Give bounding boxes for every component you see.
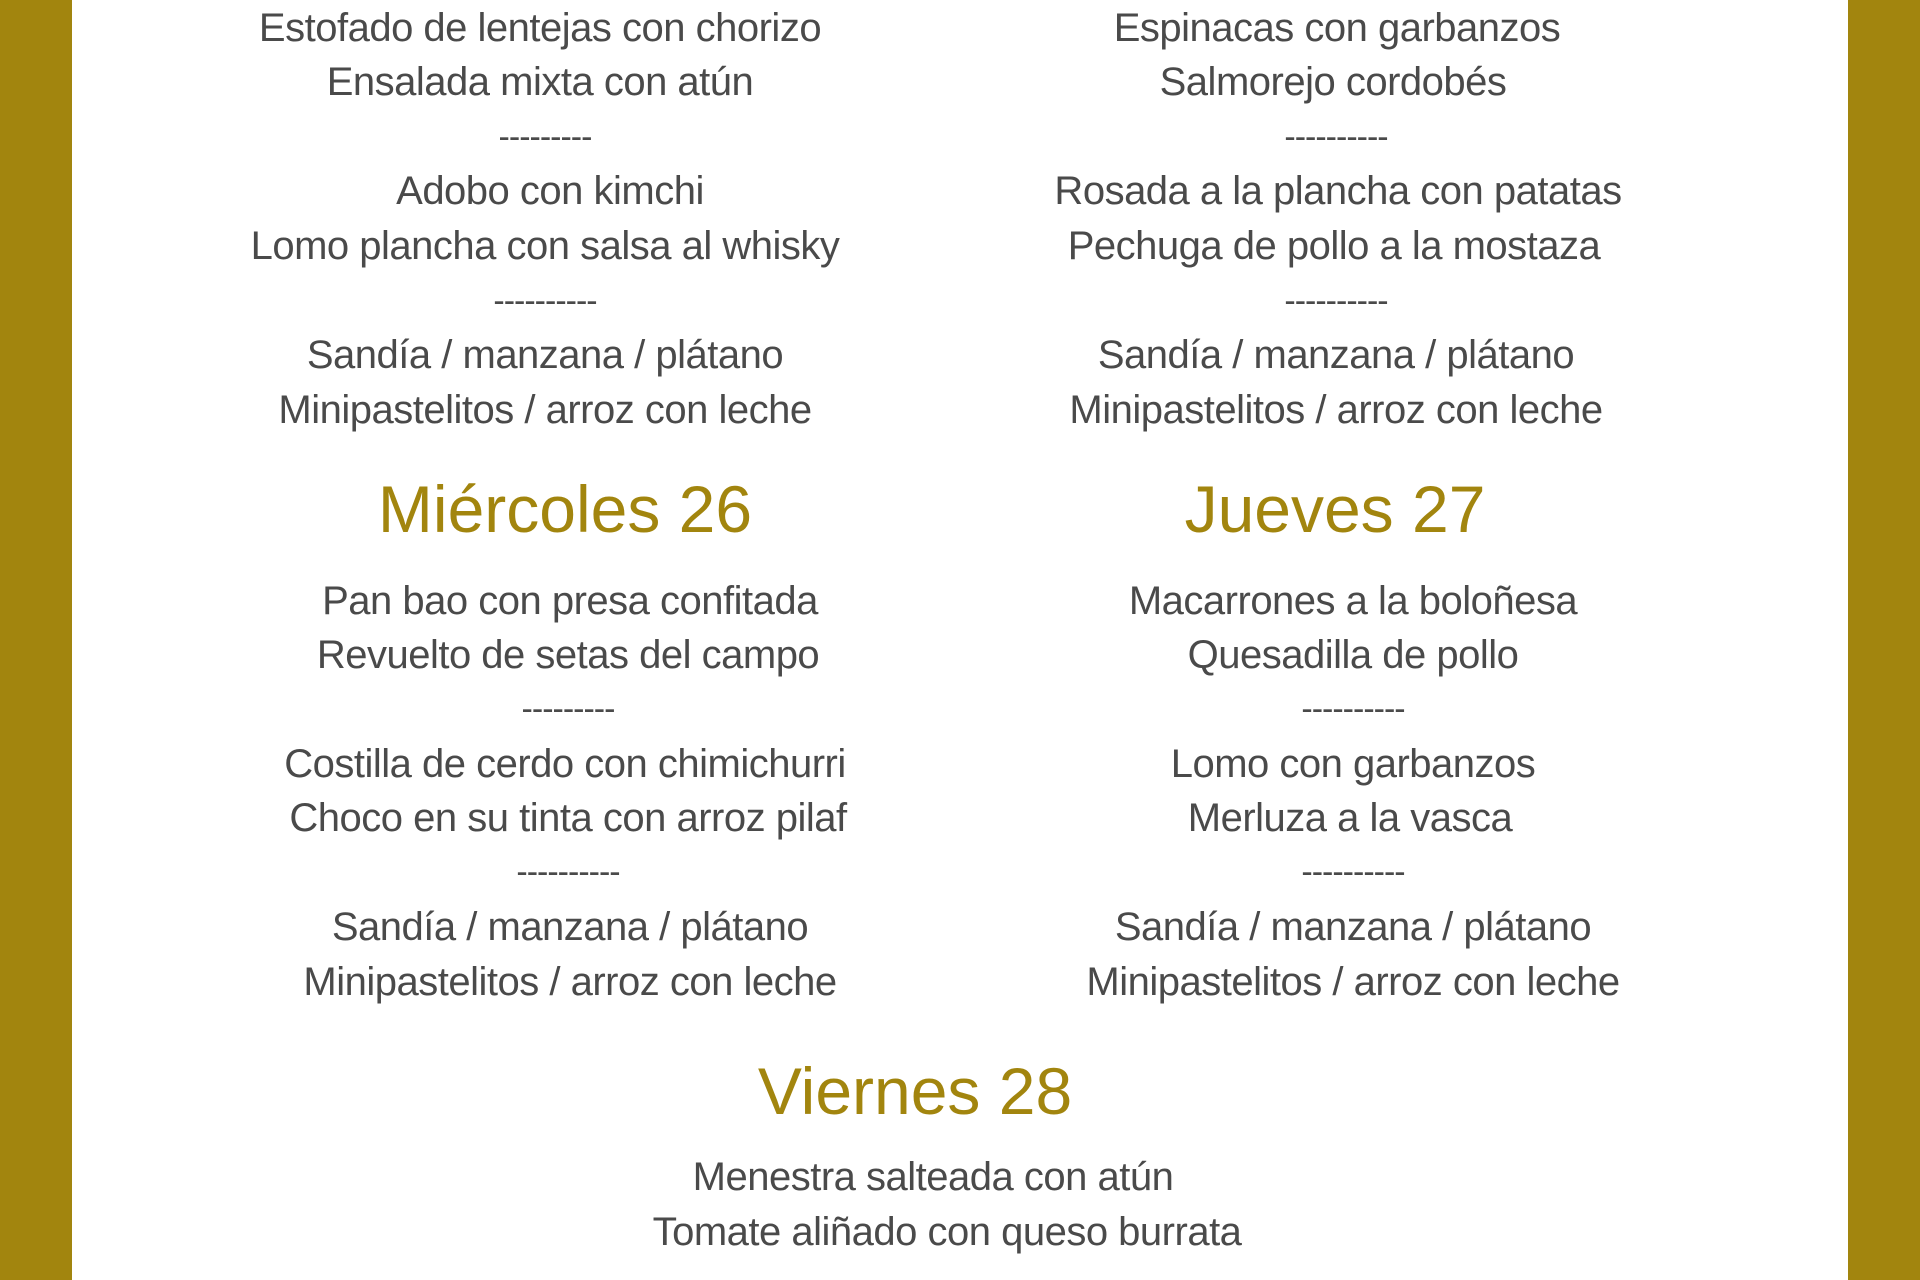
menu-item: Sandía / manzana / plátano [1097, 333, 1575, 377]
menu-item: Pechuga de pollo a la mostaza [1067, 224, 1601, 268]
day-title-friday: Viernes 28 [757, 1054, 1073, 1128]
separator: ---------- [493, 282, 597, 320]
left-gold-border [0, 0, 72, 1280]
right-gold-border [1848, 0, 1920, 1280]
menu-item: Rosada a la plancha con patatas [1054, 169, 1622, 213]
menu-item: Pan bao con presa confitada [322, 579, 818, 623]
separator: ---------- [516, 853, 620, 891]
menu-item: Quesadilla de pollo [1187, 633, 1519, 677]
menu-item: Minipastelitos / arroz con leche [278, 388, 812, 432]
menu-item: Costilla de cerdo con chimichurri [284, 742, 846, 786]
separator: ---------- [1301, 690, 1405, 728]
separator: ---------- [1284, 282, 1388, 320]
menu-item: Revuelto de setas del campo [316, 633, 820, 677]
separator: --------- [498, 118, 592, 156]
menu-item: Menestra salteada con atún [692, 1155, 1174, 1199]
menu-item: Espinacas con garbanzos [1113, 6, 1561, 50]
menu-item: Ensalada mixta con atún [326, 60, 754, 104]
menu-item: Minipastelitos / arroz con leche [303, 960, 837, 1004]
menu-item: Sandía / manzana / plátano [1114, 905, 1592, 949]
menu-item: Lomo con garbanzos [1170, 742, 1536, 786]
menu-item: Lomo plancha con salsa al whisky [250, 224, 840, 268]
menu-item: Estofado de lentejas con chorizo [258, 6, 822, 50]
menu-item: Choco en su tinta con arroz pilaf [289, 796, 847, 840]
menu-item: Minipastelitos / arroz con leche [1069, 388, 1603, 432]
menu-item: Minipastelitos / arroz con leche [1086, 960, 1620, 1004]
day-title-thursday: Jueves 27 [1184, 472, 1486, 546]
menu-item: Salmorejo cordobés [1159, 60, 1507, 104]
separator: ---------- [1301, 853, 1405, 891]
menu-item: Sandía / manzana / plátano [331, 905, 809, 949]
separator: ---------- [1284, 118, 1388, 156]
menu-item: Adobo con kimchi [396, 169, 704, 213]
menu-item: Sandía / manzana / plátano [306, 333, 784, 377]
menu-item: Tomate aliñado con queso burrata [652, 1210, 1242, 1254]
menu-item: Macarrones a la boloñesa [1128, 579, 1578, 623]
day-title-wednesday: Miércoles 26 [377, 472, 753, 546]
menu-item: Merluza a la vasca [1187, 796, 1513, 840]
separator: --------- [521, 690, 615, 728]
